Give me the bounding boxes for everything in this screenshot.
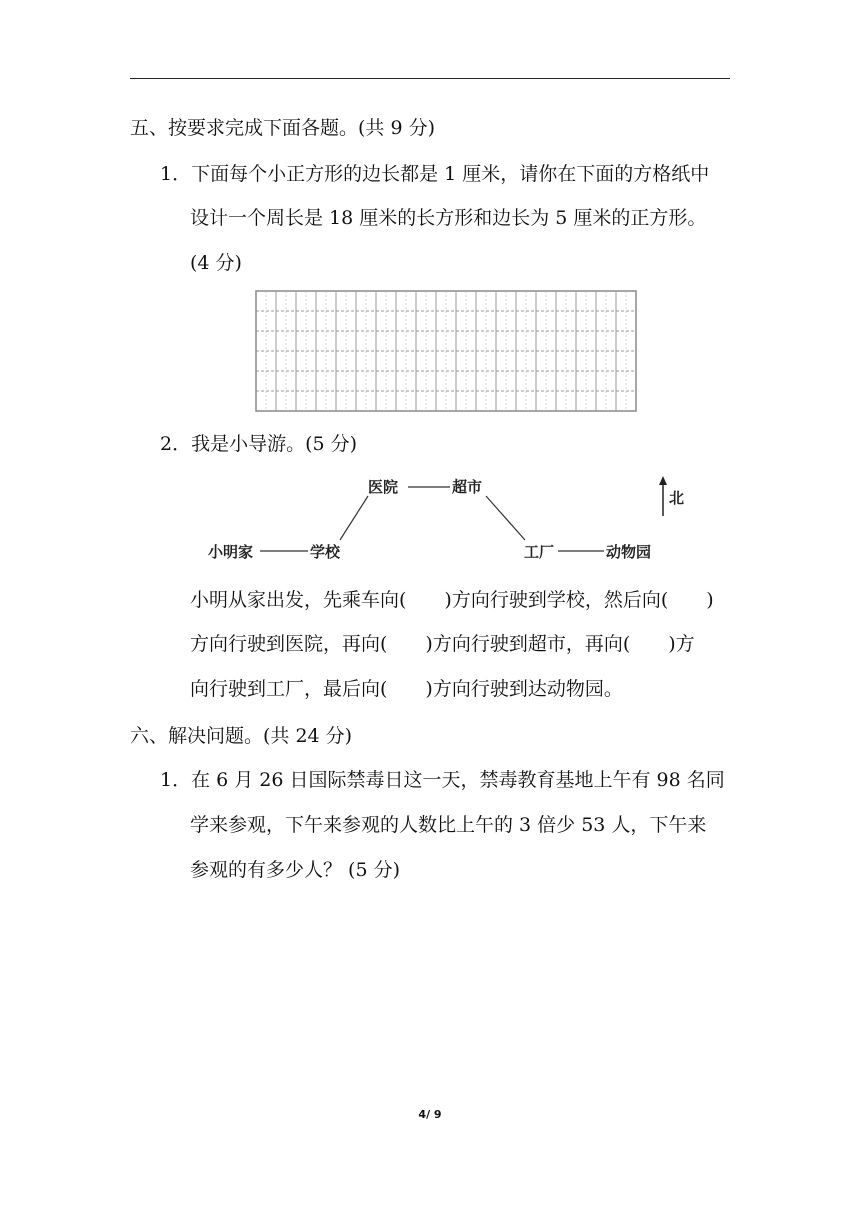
grid-svg — [255, 290, 637, 412]
section6-title: 六、解决问题。(共 24 分) — [130, 725, 353, 747]
route-map — [190, 470, 710, 570]
q2-line2: 方向行驶到医院，再向( )方向行驶到超市，再向( )方 — [190, 633, 695, 655]
s6-q1-line3: 参观的有多少人？ (5 分) — [190, 859, 400, 881]
map-supermarket: 超市 — [452, 478, 483, 496]
q1-line1: 1．下面每个小正方形的边长都是 1 厘米，请你在下面的方格纸中 — [160, 163, 710, 185]
map-hospital: 医院 — [368, 478, 399, 496]
map-home: 小明家 — [208, 543, 254, 561]
s6-q1-line1: 1．在 6 月 26 日国际禁毒日这一天，禁毒教育基地上午有 98 名同 — [160, 769, 725, 791]
section5-title: 五、按要求完成下面各题。(共 9 分) — [130, 117, 435, 139]
header-rule — [130, 78, 730, 79]
page-number: 4/ 9 — [418, 1108, 442, 1121]
map-zoo: 动物园 — [606, 543, 652, 561]
q1-line2: 设计一个周长是 18 厘米的长方形和边长为 5 厘米的正方形。 — [190, 207, 707, 229]
map-school: 学校 — [310, 543, 341, 561]
s6-q1-line2: 学来参观，下午来参观的人数比上午的 3 倍少 53 人，下午来 — [190, 814, 707, 836]
grid-paper[interactable] — [255, 290, 637, 412]
q2-title: 2．我是小导游。(5 分) — [160, 433, 358, 455]
q1-line3: (4 分) — [190, 252, 242, 274]
map-factory: 工厂 — [524, 543, 555, 561]
q2-line1: 小明从家出发，先乘车向( )方向行驶到学校，然后向( ) — [190, 589, 714, 611]
q2-line3: 向行驶到工厂，最后向( )方向行驶到达动物园。 — [190, 678, 623, 700]
map-north: 北 — [669, 489, 685, 507]
